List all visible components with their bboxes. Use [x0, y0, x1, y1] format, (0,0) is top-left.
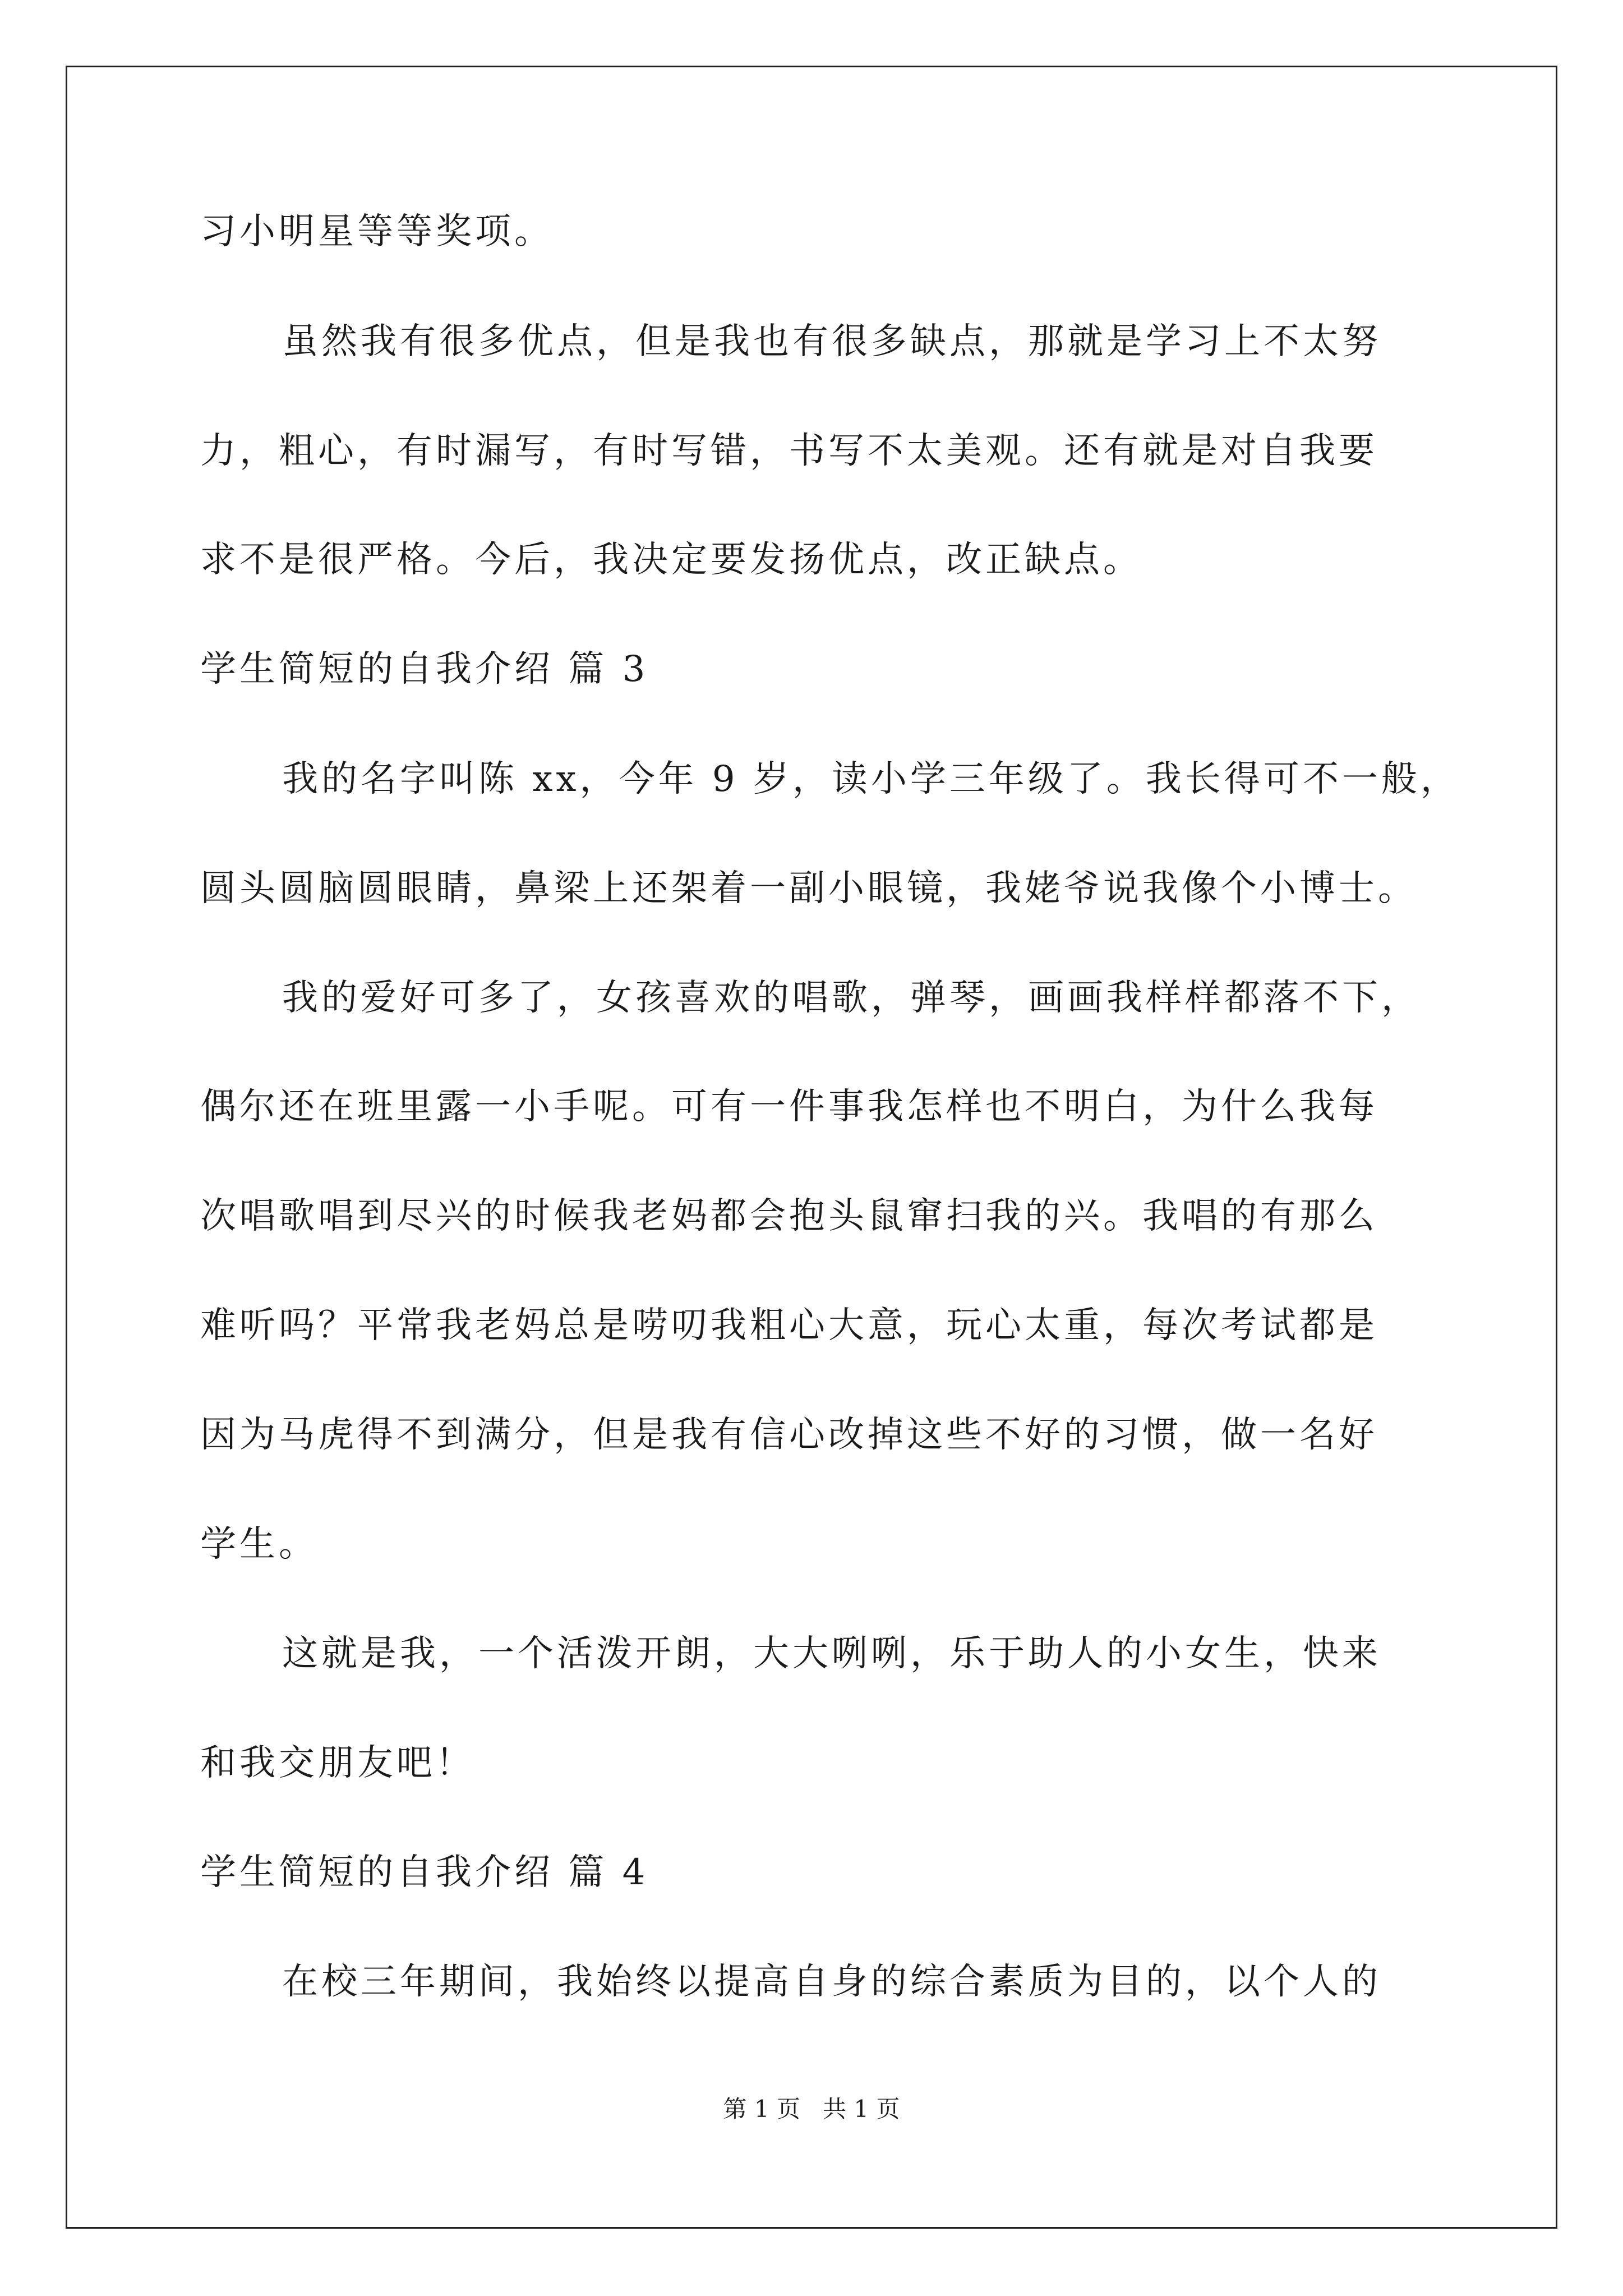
paragraph-line: 次唱歌唱到尽兴的时候我老妈都会抱头鼠窜扫我的兴。我唱的有那么 [200, 1195, 1378, 1237]
section-heading: 学生简短的自我介绍 篇 4 [200, 1852, 649, 1893]
paragraph-line: 因为马虎得不到满分，但是我有信心改掉这些不好的习惯，做一名好 [200, 1414, 1378, 1456]
section-heading: 学生简短的自我介绍 篇 3 [200, 648, 649, 690]
paragraph-line: 偶尔还在班里露一小手呢。可有一件事我怎样也不明白，为什么我每 [200, 1086, 1378, 1128]
paragraph-line: 学生。 [200, 1524, 318, 1565]
paragraph-line: 虽然我有很多优点，但是我也有很多缺点，那就是学习上不太努 [282, 321, 1381, 362]
page-border [66, 66, 1557, 2229]
paragraph-line: 力，粗心，有时漏写，有时写错，书写不太美观。还有就是对自我要 [200, 430, 1378, 472]
paragraph-line: 和我交朋友吧！ [200, 1742, 475, 1784]
paragraph-line: 这就是我，一个活泼开朗，大大咧咧，乐于助人的小女生，快来 [282, 1633, 1381, 1674]
paragraph-line: 习小明星等等奖项。 [200, 211, 554, 252]
paragraph-line: 我的爱好可多了，女孩喜欢的唱歌，弹琴，画画我样样都落不下， [282, 977, 1421, 1019]
paragraph-line: 难听吗？平常我老妈总是唠叨我粗心大意，玩心太重，每次考试都是 [200, 1305, 1378, 1346]
paragraph-line: 求不是很严格。今后，我决定要发扬优点，改正缺点。 [200, 539, 1142, 581]
page-footer: 第 1 页 共 1 页 [723, 2095, 900, 2123]
paragraph-line: 在校三年期间，我始终以提高自身的综合素质为目的，以个人的 [282, 1961, 1381, 2003]
paragraph-line: 我的名字叫陈 xx，今年 9 岁，读小学三年级了。我长得可不一般， [282, 758, 1460, 800]
paragraph-line: 圆头圆脑圆眼睛，鼻梁上还架着一副小眼镜，我姥爷说我像个小博士。 [200, 868, 1417, 909]
